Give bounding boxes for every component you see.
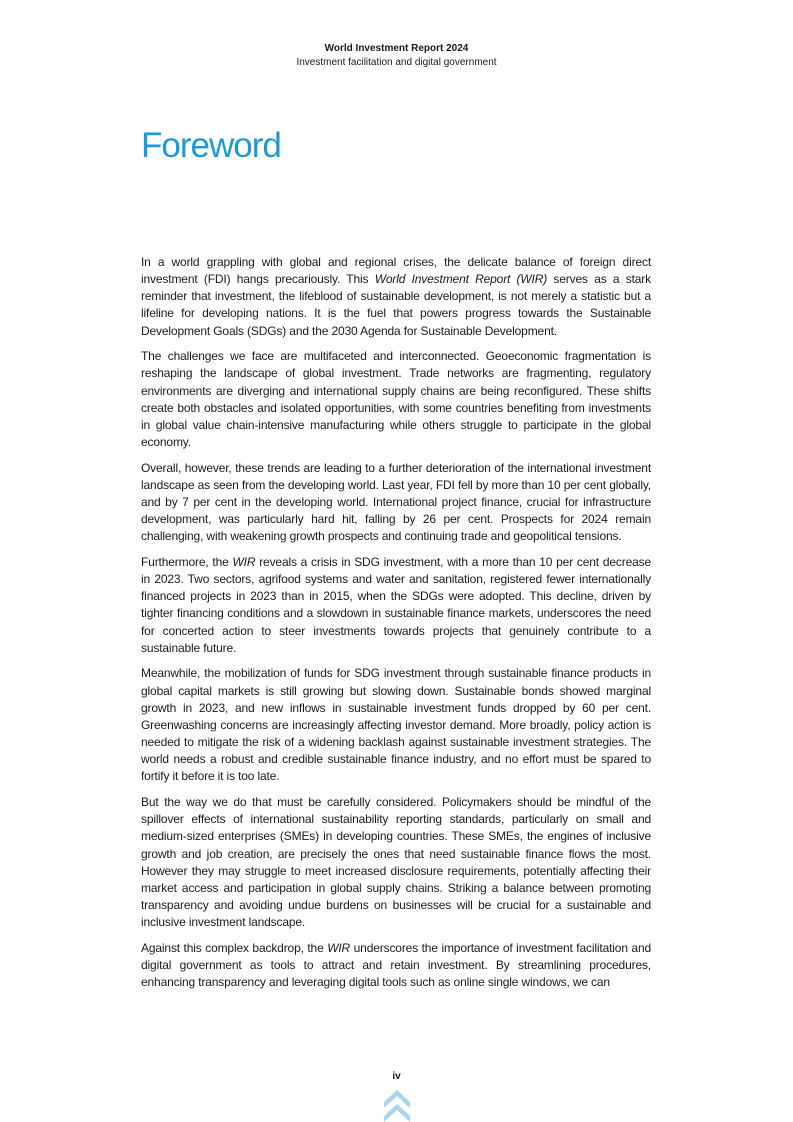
italic-wir: WIR <box>232 555 256 569</box>
text-segment: reveals a crisis in SDG investment, with a more than 10 per cent decrease in 2023. Two sectors, agrifood systems and water and sanitation, registered fewer internationally financed projects in 2023 than in 2015, when the SDGs were adopted. This decline, driven by tighter financing conditions and a slowdown in sustainable finance markets, underscores the need for concerted action to steer investments towards projects that genuinely contribute to a sustainable future. <box>141 555 651 655</box>
paragraph-5 <box>141 665 651 785</box>
report-title: World Investment Report 2024 <box>324 43 469 54</box>
paragraph-6 <box>141 794 651 931</box>
text-segment: Overall, however, these trends are leading to a further deterioration of the international investment landscape as seen from the developing world. Last year, FDI fell by more than 10 per cent globally, and by 7 per cent in the developing world. International project finance, crucial for infrastructure development, was particularly hard hit, falling by 26 per cent. Prospects for 2024 remain challenging, with weakening growth prospects and continuing trade and geopolitical tensions. <box>141 460 651 544</box>
paragraph-2 <box>141 348 651 451</box>
report-subtitle: Investment facilitation and digital government <box>296 57 497 68</box>
text-segment: Furthermore, the <box>141 555 233 569</box>
paragraph-3 <box>141 460 651 546</box>
page-number: iv <box>392 1071 401 1082</box>
paragraph-1 <box>141 254 651 340</box>
double-chevron-up-icon[interactable] <box>384 1090 410 1122</box>
text-segment: The challenges we face are multifaceted and interconnected. Geoeconomic fragmentation is reshaping the landscape of global investment. Trade networks are fragmenting, regulatory environments are diverging and international supply chains are being reconfigured. These shifts create both obstacles and isolated opportunities, with some countries benefiting from investments in global value chain-intensive manufacturing while others struggle to participate in the global economy. <box>141 349 651 450</box>
text-segment: underscores the importance of investment facilitation and digital government as tools to attract and retain investment. By streamlining procedures, enhancing transparency and leveraging digital tools such as online single windows, we can <box>141 940 651 990</box>
paragraph-4 <box>141 554 651 657</box>
text-segment: But the way we do that must be carefully considered. Policymakers should be mindful of the spillover effects of international sustainability reporting standards, particularly on small and medium-sized enterprises (SMEs) in developing countries. These SMEs, the engines of inclusive growth and job creation, are precisely the ones that need sustainable finance flows the most. However they may struggle to meet increased disclosure requirements, potentially affecting their market access and participation in global supply chains. Striking a balance between promoting transparency and avoiding undue burdens on businesses will be crucial for a sustainable and inclusive investment landscape. <box>141 795 651 930</box>
page-title: Foreword <box>141 126 281 165</box>
running-header <box>0 42 793 70</box>
paragraph-7 <box>141 940 651 991</box>
foreword-body <box>141 254 651 1000</box>
text-segment: serves as a stark reminder that investment, the lifeblood of sustainable development, is not merely a statistic but a lifeline for developing nations. It is the fuel that powers progress towards the Sustainable Development Goals (SDGs) and the 2030 Agenda for Sustainable Development. <box>141 272 651 338</box>
chevron-lower <box>384 1104 410 1122</box>
italic-report-title: World Investment Report (WIR) <box>374 272 548 287</box>
text-segment: Against this complex backdrop, the <box>141 940 328 955</box>
text-segment: In a world grappling with global and regional crises, the delicate balance of foreign direct investment (FDI) hangs precariously. This <box>141 255 651 287</box>
italic-wir: WIR <box>327 940 351 955</box>
text-segment: Meanwhile, the mobilization of funds for SDG investment through sustainable finance products in global capital markets is still growing but slowing down. Sustainable bonds showed marginal growth in 2023, and new inflows in sustainable investment funds dropped by 60 per cent. Greenwashing concerns are increasingly affecting investor demand. More broadly, policy action is needed to mitigate the risk of a widening backlash against sustainable investment strategies. The world needs a robust and credible sustainable finance industry, and no effort must be spared to fortify it before it is too late. <box>141 666 651 784</box>
